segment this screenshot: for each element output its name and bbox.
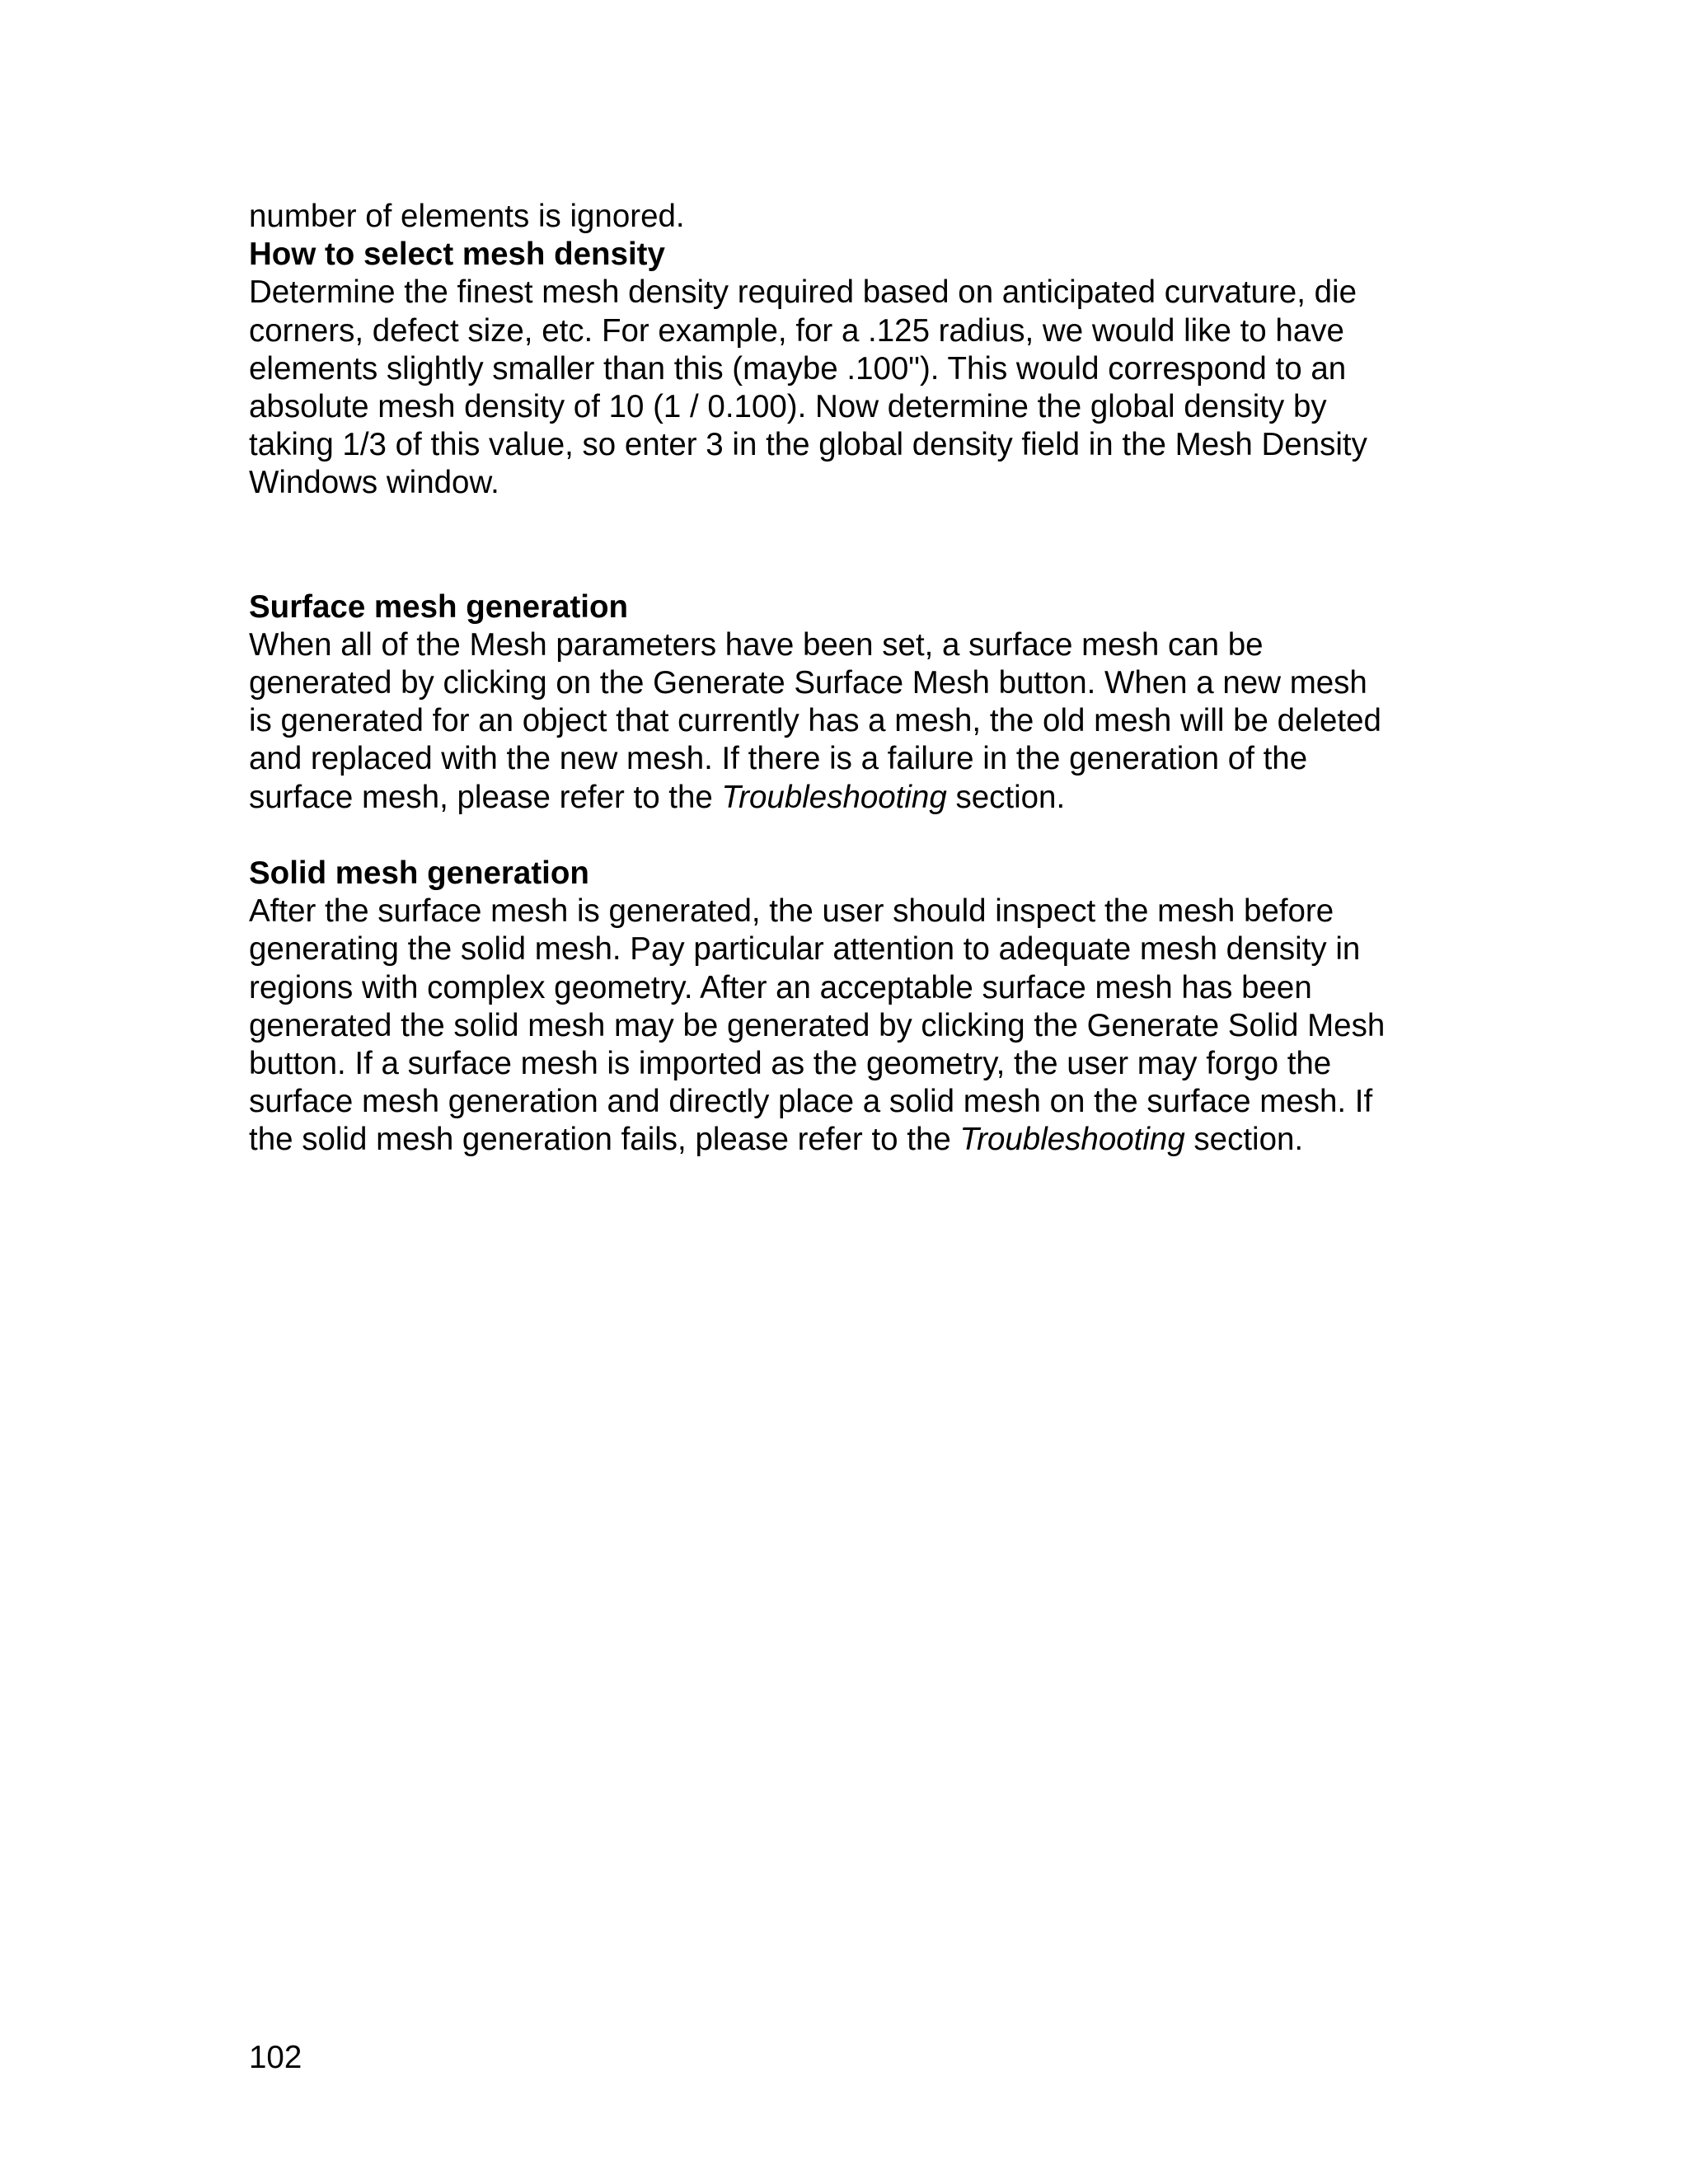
paragraph-line: When all of the Mesh parameters have been set, a surface mesh can be [249, 626, 1264, 663]
page-number: 102 [249, 2040, 302, 2075]
paragraph-line [249, 779, 1469, 817]
document-page [249, 198, 1469, 1160]
troubleshooting-reference: Troubleshooting [721, 779, 947, 815]
text-run: section. [946, 779, 1066, 815]
paragraph-line: absolute mesh density of 10 (1 / 0.100). Now determine the global density by [249, 389, 1327, 425]
paragraph-line: generated the solid mesh may be generated by clicking the Generate Solid Mesh [249, 1007, 1386, 1043]
paragraph-line: After the surface mesh is generated, the user should inspect the mesh before [249, 893, 1334, 930]
paragraph-line: elements slightly smaller than this (maybe .100"). This would correspond to an [249, 350, 1347, 387]
intro-line: number of elements is ignored. [249, 199, 685, 234]
paragraph-line: generated by clicking on the Generate Surface Mesh button. When a new mesh [249, 665, 1367, 701]
paragraph-line: corners, defect size, etc. For example, for a .125 radius, we would like to have [249, 312, 1344, 349]
paragraph-line: regions with complex geometry. After an acceptable surface mesh has been [249, 969, 1312, 1005]
troubleshooting-reference: Troubleshooting [959, 1122, 1185, 1158]
paragraph-line: is generated for an object that currently has a mesh, the old mesh will be deleted [249, 703, 1381, 739]
section-heading-surface-mesh: Surface mesh generation [249, 588, 629, 625]
paragraph-line: and replaced with the new mesh. If there is a failure in the generation of the [249, 741, 1308, 777]
section-gap [249, 817, 1469, 855]
paragraph-line [249, 1121, 1469, 1159]
text-run: the solid mesh generation fails, please refer to the [249, 1122, 960, 1158]
paragraph-line: taking 1/3 of this value, so enter 3 in the global density field in the Mesh Density [249, 427, 1367, 463]
text-run: section. [1184, 1122, 1304, 1158]
paragraph-line: button. If a surface mesh is imported as the geometry, the user may forgo the [249, 1046, 1332, 1082]
section-gap [249, 503, 1469, 588]
section-heading-mesh-density: How to select mesh density [249, 237, 665, 273]
paragraph-line: Determine the finest mesh density required based on anticipated curvature, die [249, 274, 1357, 311]
paragraph-line: Windows window. [249, 465, 499, 501]
paragraph-line: surface mesh generation and directly place a solid mesh on the surface mesh. If [249, 1084, 1373, 1120]
section-heading-solid-mesh: Solid mesh generation [249, 855, 589, 892]
paragraph-line: generating the solid mesh. Pay particular attention to adequate mesh density in [249, 931, 1361, 968]
text-run: surface mesh, please refer to the [249, 779, 722, 815]
